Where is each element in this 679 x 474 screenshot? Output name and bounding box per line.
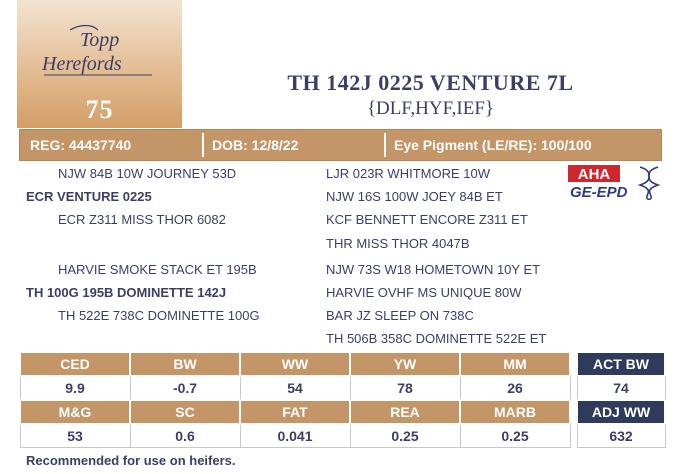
epd-value: 0.041 bbox=[240, 424, 350, 448]
epd-value: -0.7 bbox=[130, 376, 240, 400]
epd-header: MM bbox=[460, 352, 570, 376]
dob: DOB: 12/8/22 bbox=[202, 133, 384, 157]
reg-number: REG: 44437740 bbox=[22, 133, 202, 157]
actual-weights-table bbox=[576, 351, 666, 448]
genetic-codes: {DLF,HYF,IEF} bbox=[366, 98, 495, 119]
epd-table bbox=[19, 351, 571, 448]
epd-value: 53 bbox=[20, 424, 130, 448]
pedigree-line: NJW 73S W18 HOMETOWN 10Y ET bbox=[326, 262, 541, 277]
ge-epd-text: GE-EPD bbox=[570, 184, 628, 200]
pedigree-line: TH 506B 358C DOMINETTE 522E ET bbox=[326, 331, 547, 346]
eye-pigment: Eye Pigment (LE/RE): 100/100 bbox=[384, 133, 659, 157]
pedigree-line: LJR 023R WHITMORE 10W bbox=[326, 166, 490, 181]
sire: ECR VENTURE 0225 bbox=[26, 189, 152, 204]
epd-header: YW bbox=[350, 352, 460, 376]
act-bw-label: ACT BW bbox=[577, 352, 665, 376]
epd-header: BW bbox=[130, 352, 240, 376]
dna-helix-icon bbox=[640, 167, 658, 200]
pedigree-line: KCF BENNETT ENCORE Z311 ET bbox=[326, 212, 528, 227]
dam-dam: TH 522E 738C DOMINETTE 100G bbox=[58, 308, 260, 323]
epd-header: FAT bbox=[240, 400, 350, 424]
pedigree-line: HARVIE OVHF MS UNIQUE 80W bbox=[326, 285, 522, 300]
epd-header: CED bbox=[20, 352, 130, 376]
lot-number: 75 bbox=[85, 95, 114, 124]
epd-header: SC bbox=[130, 400, 240, 424]
adj-ww-label: ADJ WW bbox=[577, 400, 665, 424]
logo-text-herefords: Herefords bbox=[42, 53, 122, 75]
epd-header: WW bbox=[240, 352, 350, 376]
adj-ww-value: 632 bbox=[577, 424, 665, 448]
info-bar bbox=[19, 129, 662, 161]
epd-value: 0.25 bbox=[350, 424, 460, 448]
epd-value: 9.9 bbox=[20, 376, 130, 400]
epd-header: M&G bbox=[20, 400, 130, 424]
topp-herefords-logo bbox=[30, 22, 160, 84]
epd-header: REA bbox=[350, 400, 460, 424]
epd-value: 0.6 bbox=[130, 424, 240, 448]
aha-ge-epd-logo bbox=[568, 165, 663, 200]
epd-value: 26 bbox=[460, 376, 570, 400]
dam-sire: HARVIE SMOKE STACK ET 195B bbox=[58, 262, 257, 277]
sire-dam: ECR Z311 MISS THOR 6082 bbox=[58, 212, 226, 227]
epd-value: 0.25 bbox=[460, 424, 570, 448]
sire-sire: NJW 84B 10W JOURNEY 53D bbox=[58, 166, 237, 181]
epd-value: 54 bbox=[240, 376, 350, 400]
epd-value: 78 bbox=[350, 376, 460, 400]
logo-text-topp: Topp bbox=[80, 29, 120, 51]
dam: TH 100G 195B DOMINETTE 142J bbox=[26, 285, 227, 300]
pedigree-line: BAR JZ SLEEP ON 738C bbox=[326, 308, 474, 323]
aha-text: AHA bbox=[577, 166, 611, 183]
animal-name: TH 142J 0225 VENTURE 7L bbox=[287, 70, 574, 95]
pedigree-line: THR MISS THOR 4047B bbox=[326, 236, 470, 251]
act-bw-value: 74 bbox=[577, 376, 665, 400]
pedigree-line: NJW 16S 100W JOEY 84B ET bbox=[326, 189, 503, 204]
footnote: Recommended for use on heifers. bbox=[26, 453, 236, 468]
epd-header: MARB bbox=[460, 400, 570, 424]
